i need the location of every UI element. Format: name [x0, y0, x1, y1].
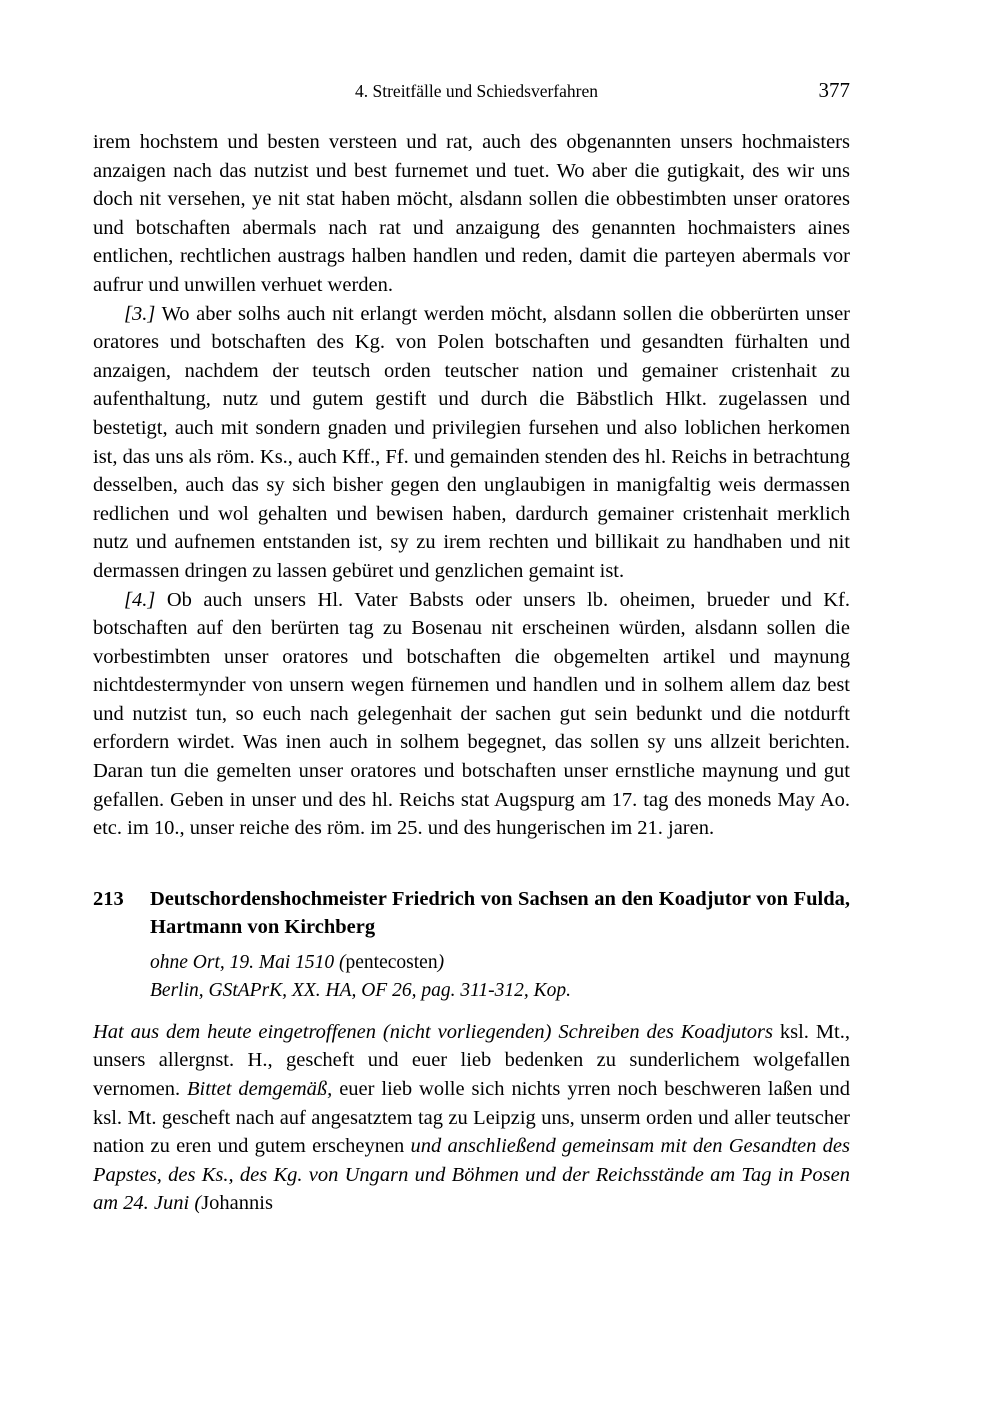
- entry-regest: [93, 1018, 850, 1218]
- regest-part-5: und anschließend gemeinsam mit den Gesandten des Papstes, des Ks., des Kg. von Ungarn und Böhmen und der Reichsstände am Tag in Posen am 24. Juni (: [93, 1135, 850, 1215]
- entry-place-date-part2: ): [437, 951, 445, 973]
- entry-place-date-roman: pentecosten: [345, 951, 438, 973]
- section-marker-3: [3.]: [124, 302, 156, 325]
- entry-number: 213: [93, 887, 124, 910]
- section-marker-4: [4.]: [124, 588, 156, 611]
- page-number: 377: [818, 78, 850, 102]
- document-entry: [93, 885, 850, 1218]
- paragraph-3: [93, 586, 850, 843]
- regest-part-2: ksl. Mt., unsers allergnst. H., gescheft und euer lieb bedenken zu sunderlichem wolgefallen vernomen.: [93, 1020, 850, 1101]
- paragraph-3-text: Ob auch unsers Hl. Vater Babsts oder unsers lb. oheimen, brueder und Kf. botschaften auf den berürten tag zu Bosenau nit erscheinen würden, alsdann sollen die vorbestimbten unser oratores und botschaften die obgemelten artikel und maynung nichtdestermynder von unsern wegen fürnemen und handlen und in solhem allem daz best und nutzist tun, so euch nach gelegenhait der sachen gut sein bedunkt und die notdurft erfordern wirdet. Was inen auch in solhem begegnet, das sollen sy uns allzeit berichten. Daran tun die gemelten unser oratores und botschaften unser ernstliche maynung und gut gefallen. Geben in unser und des hl. Reichs stat Augspurg am 17. tag des moneds May Ao. etc. im 10., unser reiche des röm. im 25. und des hungerischen im 21. jaren.: [93, 588, 850, 840]
- entry-heading: [93, 885, 850, 942]
- entry-metadata: [150, 949, 850, 1006]
- entry-place-date: [150, 949, 850, 978]
- entry-place-date-part1: ohne Ort, 19. Mai 1510 (: [150, 951, 346, 973]
- entry-title: Deutschordenshochmeister Friedrich von Sachsen an den Koadjutor von Fulda, Hartmann von Kirchberg: [150, 887, 850, 939]
- regest-part-1: Hat aus dem heute eingetroffenen (nicht vorliegenden) Schreiben des Koadjutors: [93, 1020, 773, 1043]
- running-head-title: 4. Streitfälle und Schiedsverfahren: [355, 81, 598, 101]
- regest-part-3: Bittet demgemäß,: [187, 1078, 333, 1101]
- page-content: [93, 78, 850, 1218]
- regest-part-4: euer lieb wolle sich nichts yrren noch beschweren laßen und ksl. Mt. gescheft nach auf angesatztem tag zu Leipzig uns, unserm orden und aller teutscher nation zu eren und gutem erscheynen: [93, 1078, 850, 1158]
- paragraph-2-text: Wo aber solhs auch nit erlangt werden möcht, alsdann sollen die obberürten unser oratores und botschaften des Kg. von Polen botschaften und gesandten fürhalten und anzaigen, nachdem der teutsch orden teutscher nation und gemainer cristenhait zu aufenthaltung, nutz und gutem gestift und durch die Bäbstlich Hlkt. zugelassen und bestetigt, auch mit sondern gnaden und privilegien fursehen und also loblichen herkomen ist, das uns als röm. Ks., auch Kff., Ff. und gemainden stenden des hl. Reichs in betrachtung desselben, auch das sy sich bisher gegen den unglaubigen in manigfaltig weis dermassen redlichen und wol gehalten und bewisen haben, dardurch gemainer cristenhait merklich nutz und aufnemen entstanden ist, sy zu irem rechten und billikait zu handhaben und nit dermassen dringen zu lassen gebüret und genzlichen gemaint ist.: [93, 302, 850, 582]
- regest-part-6: Johannis: [201, 1192, 273, 1215]
- entry-archive-reference: Berlin, GStAPrK, XX. HA, OF 26, pag. 311-312, Kop.: [150, 980, 572, 1002]
- running-head: [93, 78, 850, 102]
- paragraph-1: irem hochstem und besten versteen und rat, auch des obgenannten unsers hochmaisters anzaigen nach das nutzist und best furnemet und tuet. Wo aber die gutigkait, des wir uns doch nit versehen, ye nit stat haben möcht, alsdann sollen die obbestimbten unser oratores und botschaften abermals nach rat und anzaigung des genannten hochmaisters aines entlichen, rechtlichen austrags halben handlen und reden, damit die parteyen abermals vor aufrur und unwillen verhuet werden.: [93, 131, 850, 296]
- paragraph-2: [93, 300, 850, 586]
